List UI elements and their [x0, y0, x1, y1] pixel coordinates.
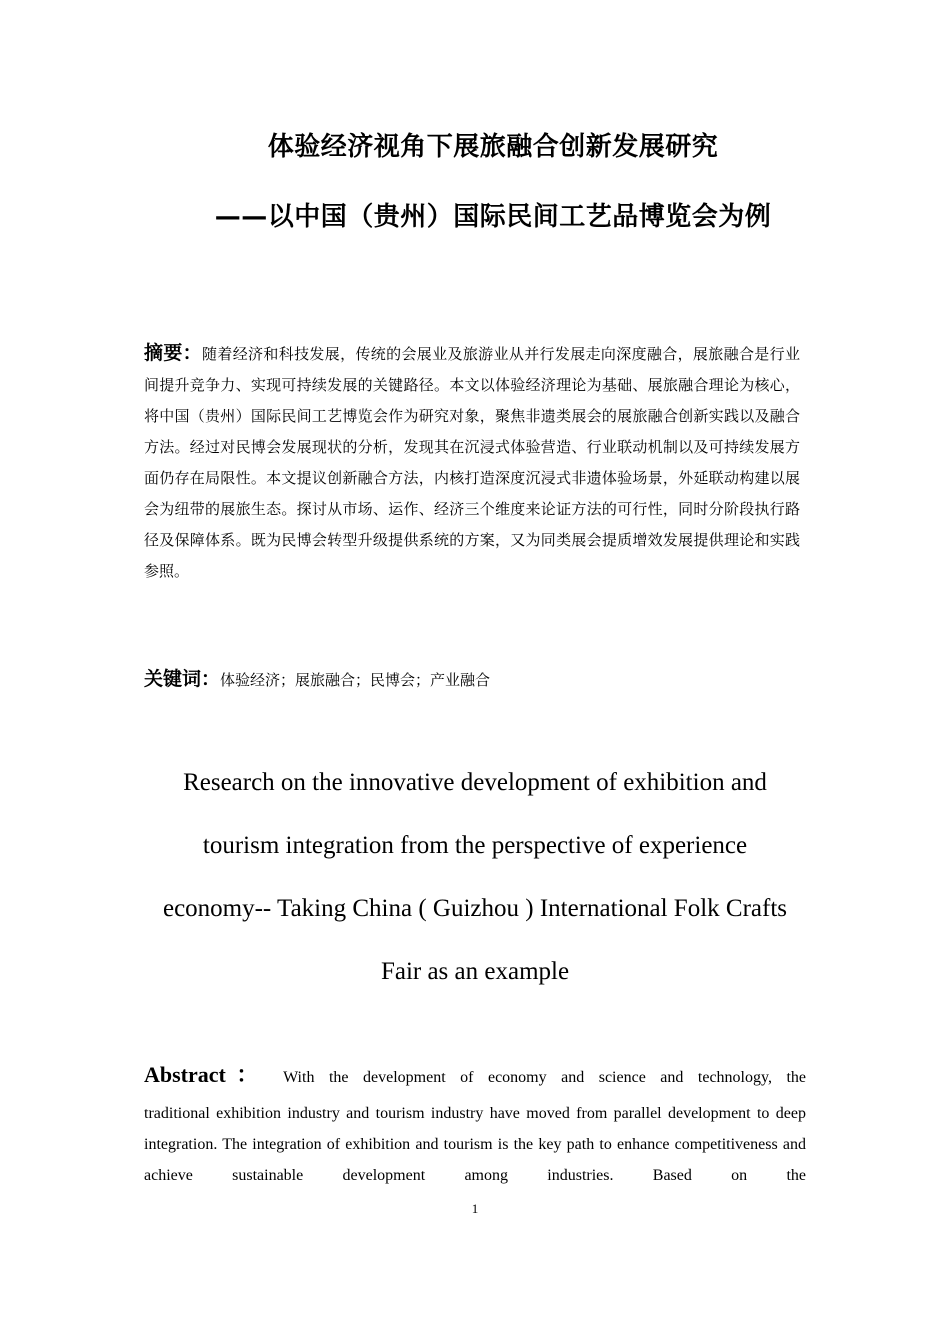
english-title-line-2: tourism integration from the perspective of experience [202, 832, 748, 859]
english-abstract [144, 1055, 806, 1191]
english-title-line-4: Fair as an example [380, 958, 570, 985]
chinese-abstract-label: 摘要： [144, 342, 203, 364]
chinese-title-line-1: 体验经济视角下展旅融合创新发展研究 [267, 132, 719, 162]
page-number: 1 [471, 1201, 479, 1216]
chinese-keywords-label: 关键词： [144, 668, 221, 690]
english-abstract-first-text: With the development of economy and science and technology, the [283, 1069, 806, 1086]
english-title [0, 751, 950, 1003]
english-title-line-1: Research on the innovative development of exhibition and [183, 769, 767, 796]
english-abstract-label: Abstract： [144, 1062, 269, 1087]
chinese-keywords-text: 体验经济；展旅融合；民博会；产业融合 [220, 671, 491, 689]
english-title-line-3: economy-- Taking China ( Guizhou ) International Folk Crafts [162, 895, 788, 922]
english-abstract-text: traditional exhibition industry and tourism industry have moved from parallel development to deep integration. The integration of exhibition and tourism is the key path to enhance competitiveness and achieve sustainable development among industries. Based on the [144, 1105, 806, 1184]
chinese-keywords [144, 664, 800, 696]
chinese-abstract-text: 随着经济和科技发展，传统的会展业及旅游业从并行发展走向深度融合，展旅融合是行业间提升竞争力、实现可持续发展的关键路径。本文以体验经济理论为基础、展旅融合理论为核心，将中国（贵州）国际民间工艺博览会作为研究对象，聚焦非遗类展会的展旅融合创新实践以及融合方法。经过对民博会发展现状的分析，发现其在沉浸式体验营造、行业联动机制以及可持续发展方面仍存在局限性。本文提议创新融合方法，内核打造深度沉浸式非遗体验场景，外延联动构建以展会为纽带的展旅生态。探讨从市场、运作、经济三个维度来论证方法的可行性，同时分阶段执行路径及保障体系。既为民博会转型升级提供系统的方案，又为同类展会提质增效发展提供理论和实践参照。 [144, 345, 800, 580]
chinese-abstract [144, 338, 800, 587]
chinese-title-line-2: ——以中国（贵州）国际民间工艺品博览会为例 [214, 202, 772, 232]
english-abstract-first-line [144, 1055, 806, 1098]
